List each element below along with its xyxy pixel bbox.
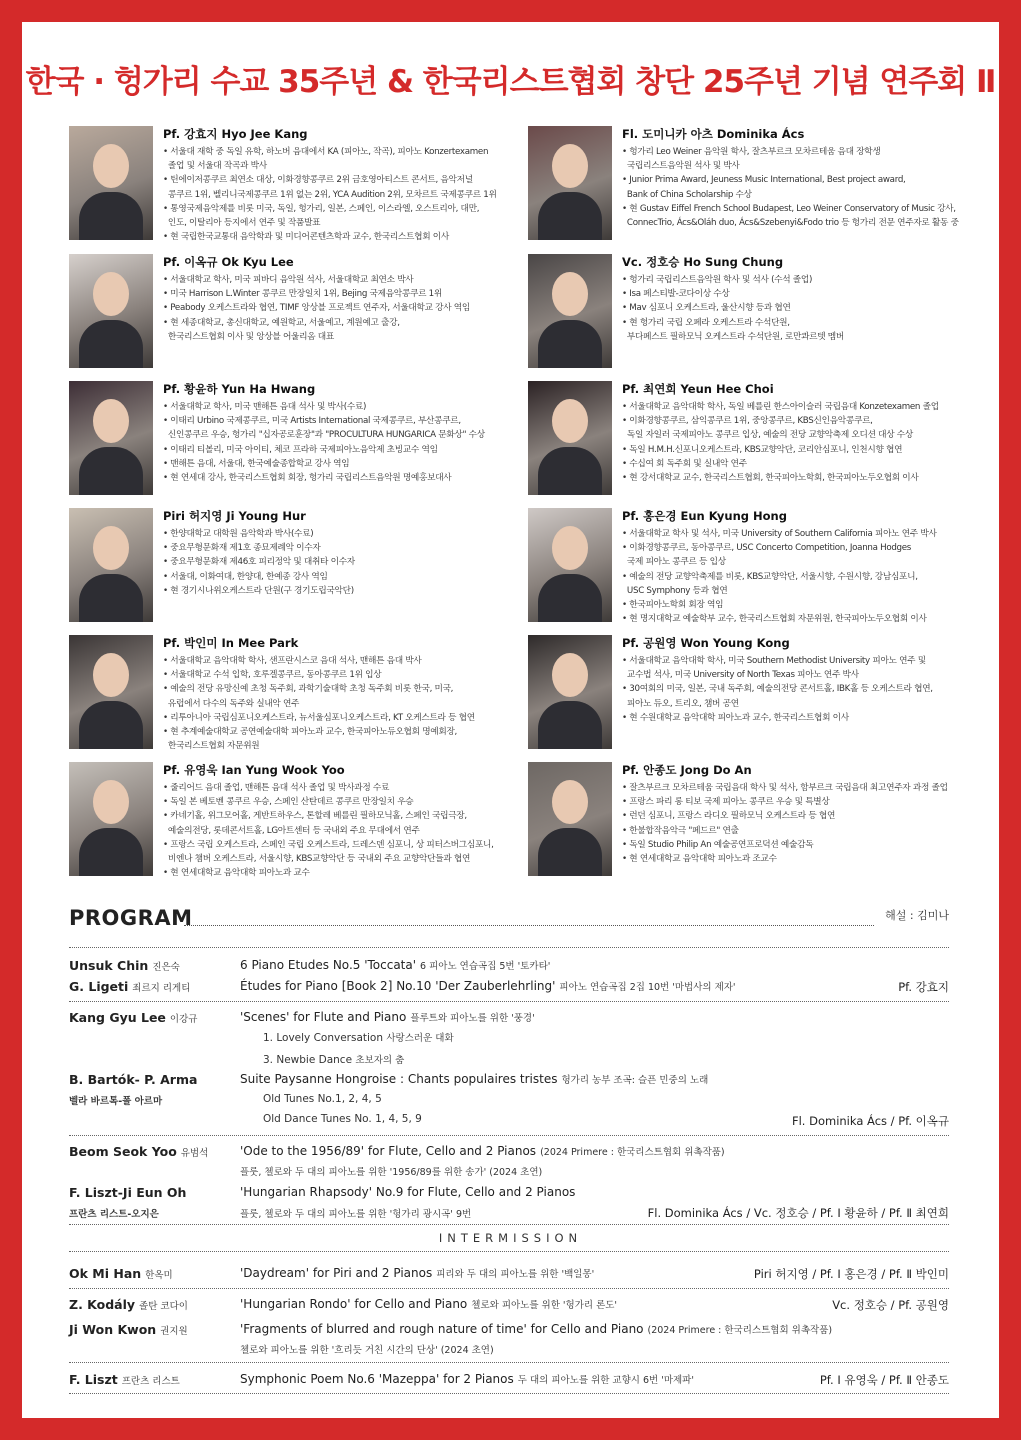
bio-line: Bank of China Scholarship 수상: [622, 189, 752, 200]
bio-line: • 프랑스 파리 롱 티보 국제 피아노 콩쿠르 우승 및 특별상: [622, 797, 830, 808]
bio-line: • 헝가리 Leo Weiner 음악원 학사, 잘츠부르크 모차르테움 음대 장학생: [622, 147, 881, 157]
bio-line: 비엔나 챔버 오케스트라, 서울시향, KBS교향악단 등 국내외 주요 교향악단들과 협연: [163, 854, 471, 865]
performer-bio: [528, 381, 968, 499]
bio-line: • 독일 Studio Philip An 예술공연프로덕션 예술감독: [622, 839, 814, 850]
composer: Unsuk Chin 진은숙: [69, 958, 180, 973]
bio-line: ConnecTrio, Ács&Oláh duo, Ács&Szebenyi&Fodo trio 등 헝가리 전문 연주자로 활동 중: [622, 218, 959, 229]
bio-line: 교수법 석사, 미국 University of North Texas 피아노 연주 박사: [622, 670, 859, 681]
composer: Z. Kodály 졸탄 코다이: [69, 1297, 188, 1312]
performer-name: Pf. 안종도 Jong Do An: [622, 763, 752, 777]
work: 'Fragments of blurred and rough nature of time' for Cello and Piano (2024 Primere : 한국리스트협회 위촉작품): [240, 1322, 833, 1336]
bio-line: 국제 피아노 콩쿠르 등 입상: [622, 557, 726, 568]
bio-line: • 서울대학교 수석 입학, 호루겔콩쿠르, 동아콩쿠르 1위 입상: [163, 670, 382, 681]
work: Symphonic Poem No.6 'Mazeppa' for 2 Pianos 두 대의 피아노를 위한 교향시 6번 '마제파': [240, 1372, 694, 1386]
program-row-liszt-oh: [69, 1185, 949, 1203]
performer-photo: [528, 635, 612, 749]
bio-line: 졸업 및 서울대 작곡과 박사: [163, 161, 267, 172]
performers: Piri 허지영 / Pf. Ⅰ 홍은경 / Pf. Ⅱ 박인미: [753, 1267, 949, 1281]
page-title: 한국 · 헝가리 수교 35주년 & 한국리스트협회 창단 25주년 기념 연주회 Ⅱ: [25, 64, 996, 100]
bio-line: 콩쿠르 1위, 벨리니국제콩쿠르 1위 없는 2위, YCA Audition 2위, 모차르트 국제콩쿠르 1위: [163, 189, 497, 200]
divider: [69, 1393, 949, 1394]
bio-line: • 틴에이저콩쿠르 최연소 대상, 이화경향콩쿠르 2위 금호영아티스트 콘서트, 음악저널: [163, 175, 473, 186]
bio-line: • 서울대, 이화여대, 한양대, 한예종 강사 역임: [163, 571, 328, 582]
bio-line: 인도, 이탈리아 등지에서 연주 및 작품발표: [163, 218, 321, 229]
bio-line: • 현 연세대 강사, 한국리스트협회 회장, 헝가리 국립리스트음악원 명예홍보대사: [163, 473, 452, 484]
work: 'Hungarian Rondo' for Cello and Piano 첼로와 피아노를 위한 '헝가리 론도': [240, 1297, 618, 1311]
divider: [69, 1251, 949, 1252]
work-ko: 첼로와 피아노를 위한 '흐리듯 거친 시간의 단상' (2024 초연): [240, 1345, 494, 1356]
bio-line: • 서울대학교 음악대학 학사, 미국 Southern Methodist University 피아노 연주 및: [622, 656, 926, 666]
performer-photo: [69, 381, 153, 495]
performer-bio: [69, 126, 509, 244]
bio-line: • Peabody 오케스트라와 협연, TIMF 앙상블 프로젝트 연주자, 서울대학교 강사 역임: [163, 303, 470, 314]
composer: F. Liszt 프란츠 리스트: [69, 1372, 180, 1387]
bio-line: 한국리스트협회 자문위원: [163, 741, 260, 752]
work: Suite Paysanne Hongroise : Chants populaires tristes 헝가리 농부 조곡: 슬픈 민중의 노래: [240, 1072, 709, 1086]
bio-line: • 리투아니아 국립심포니오케스트라, 뉴서울심포니오케스트라, KT 오케스트라 등 협연: [163, 712, 475, 723]
bio-line: 예술의전당, 롯데콘서트홀, LG아트센터 등 국내외 주요 무대에서 연주: [163, 825, 420, 836]
bio-line: • 현 세종대학교, 총신대학교, 예원학교, 서울예고, 계원예고 출강,: [163, 317, 400, 328]
bio-line: • 카네기홀, 위그모어홀, 게반트하우스, 톤할레 베를린 필하모닉홀, 스페인 국립극장,: [163, 811, 467, 822]
performer-name: Pf. 강효지 Hyo Jee Kang: [163, 127, 308, 141]
bio-line: • 중요무형문화재 제1호 종묘제례악 이수자: [163, 543, 321, 554]
work: Études for Piano [Book 2] No.10 'Der Zauberlehrling' 피아노 연습곡집 2집 10번 '마법사의 제자': [240, 979, 736, 993]
performer-photo: [69, 126, 153, 240]
bio-line: • 독일 본 베토벤 콩쿠르 우승, 스페인 산탄데르 콩쿠르 만장일치 우승: [163, 797, 414, 808]
bio-line: • 현 강서대학교 교수, 한국리스트협회, 한국피아노학회, 한국피아노두오협회 이사: [622, 473, 919, 484]
bio-line: • 한국피아노학회 회장 역임: [622, 600, 724, 611]
bio-line: • 이화경향콩쿠르, 동아콩쿠르, USC Concerto Competition, Joanna Hodges: [622, 543, 912, 554]
performer-bio: [528, 508, 968, 626]
bio-line: • 서울대학교 학사 및 석사, 미국 University of Southern California 피아노 연주 박사: [622, 529, 937, 539]
tunes-item: Old Tunes No.1, 2, 4, 5: [263, 1093, 382, 1105]
bio-line: • 현 추계예술대학교 공연예술대학 피아노과 교수, 한국피아노듀오협회 명예회장,: [163, 727, 458, 738]
composer: G. Ligeti 죄르지 리게티: [69, 979, 191, 994]
performers: Fl. Dominika Ács / Vc. 정호승 / Pf. Ⅰ 황윤하 / Pf. Ⅱ 최연희: [647, 1206, 949, 1220]
bio-line: 피아노 듀오, 트리오, 챔버 공연: [622, 698, 739, 709]
bio-line: • 프랑스 국립 오케스트라, 스페인 국립 오케스트라, 드레스덴 심포니, 상 피터스버그심포니,: [163, 839, 494, 850]
bio-line: 국립리스트음악원 석사 및 박사: [622, 161, 740, 172]
bio-line: • 런던 심포니, 프랑스 라디오 필하모닉 오케스트라 등 협연: [622, 811, 836, 822]
performers: Pf. 강효지: [898, 980, 949, 994]
bio-line: • 독일 H.M.H.신포니오케스트라, KBS교향악단, 코리안심포니, 인천시향 협연: [622, 444, 903, 455]
work-ko: 플룻, 첼로와 두 대의 피아노를 위한 '1956/89를 위한 송가' (2024 초연): [240, 1167, 543, 1178]
performer-bio: [69, 254, 509, 372]
bio-line: • 서울대학교 음악대학 학사, 독일 베를린 한스아이슬러 국립음대 Konzetexamen 졸업: [622, 402, 939, 412]
bio-line: • 서울대 재학 중 독일 유학, 하노버 음대에서 KA (피아노, 작곡), 피아노 Konzertexamen: [163, 147, 489, 157]
bio-line: • 한불합작음악극 "페드르" 연출: [622, 825, 739, 836]
performer-name: Fl. 도미니카 아츠 Dominika Ács: [622, 127, 805, 141]
composer: Kang Gyu Lee 이강규: [69, 1010, 198, 1025]
performer-name: Vc. 정호승 Ho Sung Chung: [622, 255, 784, 269]
program-heading-rule: [184, 925, 874, 926]
composer-ko: 벨라 바르톡-폴 아르마: [69, 1096, 163, 1107]
intermission-label: INTERMISSION: [438, 1231, 583, 1245]
divider: [69, 1224, 949, 1225]
bio-line: • 줄리어드 음대 졸업, 맨해튼 음대 석사 졸업 및 박사과정 수료: [163, 783, 390, 793]
bio-line: • 이태리 티볼리, 미국 아이티, 체코 프라하 국제피아노음악제 초빙교수 역임: [163, 444, 438, 455]
bio-line: • 맨해튼 음대, 서울대, 한국예술종합학교 강사 역임: [163, 458, 350, 469]
performer-name: Pf. 홍은경 Eun Kyung Hong: [622, 509, 787, 523]
program-row-kodaly: [69, 1297, 949, 1315]
performer-photo: [69, 635, 153, 749]
performer-photo: [69, 762, 153, 876]
program-heading: PROGRAM: [69, 906, 193, 930]
bio-line: • Isa 페스티발-코다이상 수상: [622, 289, 730, 300]
performer-photo: [528, 762, 612, 876]
movement-item: 3. Newbie Dance 초보자의 춤: [263, 1054, 405, 1066]
bio-line: • 이태리 Urbino 국제콩쿠르, 미국 Artists International 국제콩쿠르, 부산콩쿠르,: [163, 416, 461, 427]
performer-name: Pf. 공원영 Won Young Kong: [622, 636, 790, 650]
work-ko: 플룻, 첼로와 두 대의 피아노를 위한 '헝가리 광시곡' 9번: [240, 1209, 472, 1220]
bio-line: • 현 명지대학교 예술학부 교수, 한국리스트협회 자문위원, 한국피아노두오협회 이사: [622, 614, 927, 625]
performer-photo: [528, 126, 612, 240]
performer-bio: [69, 635, 509, 753]
bio-line: • 서울대학교 음악대학 학사, 샌프란시스코 음대 석사, 맨해튼 음대 박사: [163, 656, 422, 666]
bio-line: • 현 국립한국교통대 음악학과 및 미디어콘텐츠학과 교수, 한국리스트협회 이사: [163, 232, 449, 243]
performer-photo: [69, 254, 153, 368]
performer-name: Pf. 이옥규 Ok Kyu Lee: [163, 255, 294, 269]
program-row-yoo: [69, 1144, 949, 1162]
performers: Vc. 정호승 / Pf. 공원영: [832, 1298, 949, 1312]
bio-line: • 현 연세대학교 음악대학 피아노과 교수: [163, 868, 310, 879]
performer-bio: [528, 635, 968, 753]
bio-line: • 30여회의 미국, 일본, 국내 독주회, 예술의전당 콘서트홀, IBK홀 등 오케스트라 협연,: [622, 684, 933, 695]
bio-line: 신인콩쿠르 우승, 헝가리 "십자공로훈장"과 "PROCULTURA HUNGARICA 문화상" 수상: [163, 430, 485, 441]
poster-page: [22, 22, 999, 1418]
program-row-liszt: [69, 1372, 949, 1390]
performer-photo: [69, 508, 153, 622]
bio-line: USC Symphony 등과 협연: [622, 585, 728, 596]
performer-bio: [528, 254, 968, 372]
bio-line: • 예술의 전당 유망신예 초청 독주회, 과학기술대학 초청 독주회 비롯 한국, 미국,: [163, 684, 454, 695]
performers: Pf. Ⅰ 유영욱 / Pf. Ⅱ 안종도: [819, 1373, 949, 1387]
bio-line: 부다페스트 필하모닉 오케스트라 수석단원, 로만콰르텟 멤버: [622, 331, 844, 342]
performer-bio: [69, 381, 509, 499]
composer: B. Bartók- P. Arma: [69, 1072, 198, 1087]
program-row-bartok: [69, 1072, 949, 1090]
performer-name: Pf. 최연희 Yeun Hee Choi: [622, 382, 774, 396]
composer-ko: 프란츠 리스트-오지은: [69, 1209, 159, 1220]
performer-bio: [528, 126, 968, 244]
divider: [69, 1001, 949, 1002]
bio-line: • 현 연세대학교 음악대학 피아노과 조교수: [622, 854, 777, 865]
program-row-han: [69, 1266, 949, 1284]
bio-line: • 현 Gustav Eiffel French School Budapest, Leo Weiner Conservatory of Music 강사,: [622, 203, 956, 214]
bio-line: • 중요무형문화재 제46호 피리정악 및 대취타 이수자: [163, 557, 355, 568]
bio-line: • 한양대학교 대학원 음악학과 박사(수료): [163, 529, 314, 539]
program-row-kang-gyu-lee: [69, 1010, 949, 1028]
bio-line: • 현 수원대학교 음악대학 피아노과 교수, 한국리스트협회 이사: [622, 712, 849, 723]
performer-name: Pf. 박인미 In Mee Park: [163, 636, 299, 650]
performer-bio: [69, 508, 509, 626]
composer: Beom Seok Yoo 유범석: [69, 1144, 209, 1159]
divider: [69, 1135, 949, 1136]
commentary-credit: 해설 : 김미나: [885, 909, 949, 922]
performer-name: Piri 허지영 Ji Young Hur: [163, 509, 306, 523]
divider: [69, 1288, 949, 1289]
tunes-item: Old Dance Tunes No. 1, 4, 5, 9: [263, 1113, 422, 1125]
divider: [69, 1362, 949, 1363]
bio-line: • 미국 Harrison L.Winter 콩쿠르 만장일치 1위, Bejing 국제음악콩쿠르 1위: [163, 289, 442, 300]
performer-name: Pf. 유영욱 Ian Yung Wook Yoo: [163, 763, 345, 777]
composer: F. Liszt-Ji Eun Oh: [69, 1185, 187, 1200]
bio-line: 한국리스트협회 이사 및 앙상블 어울리옴 대표: [163, 331, 334, 342]
bio-line: • Mav 심포니 오케스트라, 울산시향 등과 협연: [622, 303, 791, 314]
performer-photo: [528, 381, 612, 495]
bio-line: • 예술의 전당 교향악축제를 비롯, KBS교향악단, 서울시향, 수원시향, 강남심포니,: [622, 571, 918, 582]
program-row-ligeti: [69, 979, 949, 997]
composer: Ji Won Kwon 권지원: [69, 1322, 188, 1337]
bio-line: • 통영국제음악제를 비롯 미국, 독일, 헝가리, 일본, 스페인, 이스라엘, 오스트리아, 대만,: [163, 203, 480, 214]
bio-line: • 수십여 회 독주회 및 실내악 연주: [622, 458, 747, 469]
program-row-kwon: [69, 1322, 949, 1340]
bio-line: • 현 경기시나위오케스트라 단원(구 경기도립국악단): [163, 585, 354, 596]
work: 6 Piano Etudes No.5 'Toccata' 6 피아노 연습곡집 5번 '토카타': [240, 958, 551, 972]
bio-line: 유럽에서 다수의 독주와 실내악 연주: [163, 698, 300, 709]
bio-line: 독일 자일러 국제피아노 콩쿠르 입상, 예술의 전당 교향악축제 오디션 대상 수상: [622, 430, 913, 441]
movement-item: 1. Lovely Conversation 사랑스러운 대화: [263, 1032, 454, 1044]
bio-line: • 서울대학교 학사, 미국 피바디 음악원 석사, 서울대학교 최연소 박사: [163, 275, 414, 285]
divider: [69, 947, 949, 948]
performers: Fl. Dominika Ács / Pf. 이옥규: [791, 1114, 949, 1128]
bio-line: • 현 헝가리 국립 오페라 오케스트라 수석단원,: [622, 317, 790, 328]
bio-line: • 이화경향콩쿠르, 삼익콩쿠르 1위, 중앙콩쿠르, KBS신인음악콩쿠르,: [622, 416, 873, 427]
bio-line: • Junior Prima Award, Jeuness Music International, Best project award,: [622, 175, 906, 186]
composer: Ok Mi Han 한옥미: [69, 1266, 173, 1281]
performer-bio: [528, 762, 968, 880]
program-row-chin: [69, 958, 949, 976]
bio-line: • 서울대학교 학사, 미국 맨해튼 음대 석사 및 박사(수료): [163, 402, 367, 412]
work: 'Scenes' for Flute and Piano 플루트와 피아노를 위한 '풍경': [240, 1010, 535, 1024]
performer-photo: [528, 508, 612, 622]
performer-photo: [528, 254, 612, 368]
performer-name: Pf. 황윤하 Yun Ha Hwang: [163, 382, 316, 396]
bio-line: • 잘츠부르크 모차르테움 국립음대 학사 및 석사, 함부르크 국립음대 최고연주자 과정 졸업: [622, 783, 948, 793]
work: 'Daydream' for Piri and 2 Pianos 피리와 두 대의 피아노를 위한 '백일몽': [240, 1266, 595, 1280]
performer-bio: [69, 762, 509, 880]
bio-line: • 헝가리 국립리스트음악원 학사 및 석사 (수석 졸업): [622, 275, 813, 285]
work: 'Ode to the 1956/89' for Flute, Cello and 2 Pianos (2024 Primere : 한국리스트협회 위촉작품): [240, 1144, 725, 1158]
work: 'Hungarian Rhapsody' No.9 for Flute, Cello and 2 Pianos: [240, 1185, 576, 1199]
